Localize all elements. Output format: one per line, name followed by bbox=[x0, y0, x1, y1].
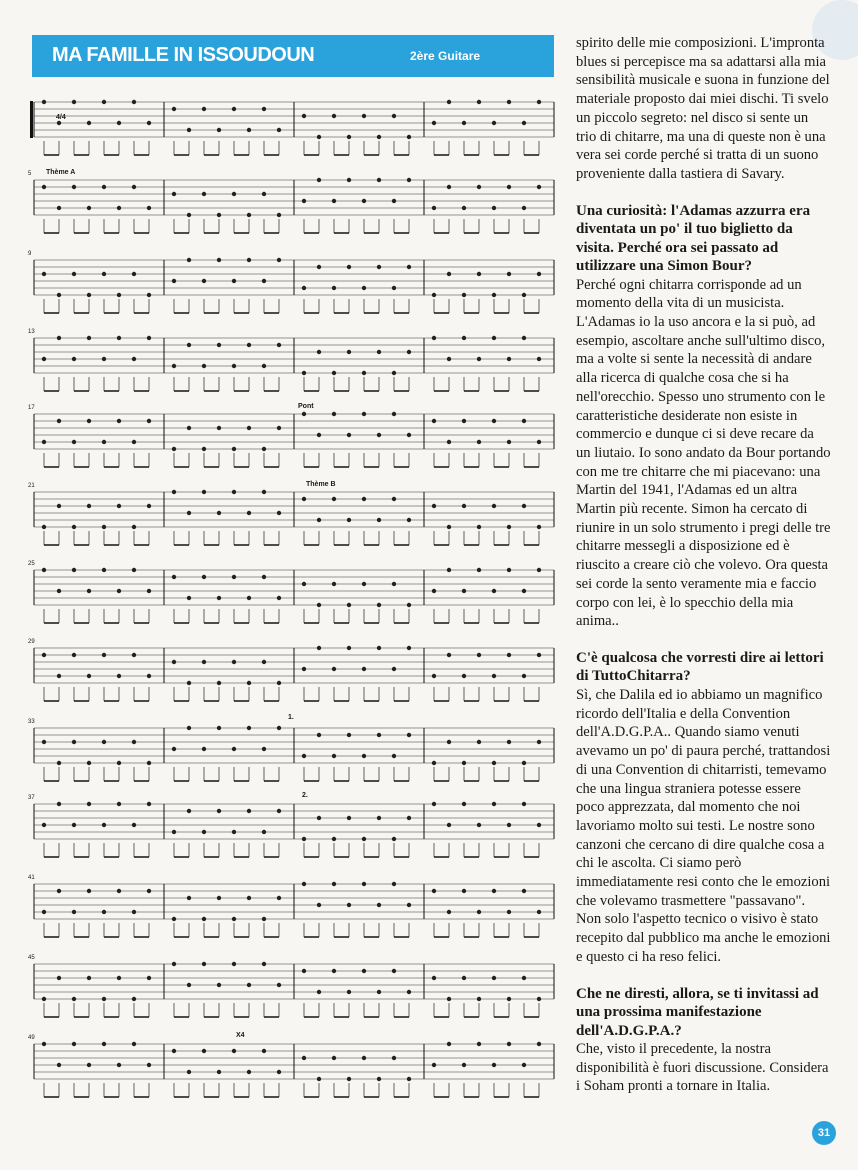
question-2: C'è qualcosa che vorresti dire ai lettori di TuttoChitarra? bbox=[576, 649, 824, 685]
tab-system bbox=[28, 96, 558, 174]
repeat-label: X4 bbox=[236, 1032, 245, 1039]
intro-paragraph: spirito delle mie composizioni. L'impronta blues si percepisce ma sa adattarsi alla mia sensibilità musicale e suona in funzione del materiale proposto dai miei dischi. Ti svelo un piccolo segreto: nel disco si sente un trio di chitarre, ma una di queste non è una vera sei corde perché si tratta di un suono proveniente dalla tastiera di Savary. bbox=[576, 35, 830, 182]
measure-number: 45 bbox=[28, 955, 35, 961]
tab-system bbox=[28, 719, 558, 800]
measure-number: 17 bbox=[28, 405, 35, 411]
tab-system bbox=[28, 955, 558, 1036]
tab-system bbox=[28, 795, 558, 876]
tab-system bbox=[28, 561, 558, 642]
answer-3: Che, visto il precedente, la nostra disponibilità è fuori discussione. Considera i Soham pronti a tornare in Italia. bbox=[576, 1041, 829, 1095]
page-title: MA FAMILLE IN ISSOUDOUN bbox=[52, 44, 315, 66]
measure-number: 13 bbox=[28, 329, 35, 335]
tab-system bbox=[28, 639, 558, 720]
measure-number: 41 bbox=[28, 875, 35, 881]
time-signature: 4/4 bbox=[56, 114, 66, 121]
tab-system bbox=[28, 251, 558, 332]
tab-system bbox=[28, 329, 558, 410]
measure-number: 29 bbox=[28, 639, 35, 645]
measure-number: 37 bbox=[28, 795, 35, 801]
answer-2: Sì, che Dalila ed io abbiamo un magnifico ricordo dell'Italia e della Convention dell'A.D.G.P.A.. Quando siamo venuti avevamo un po' di paura perché, trattandosi di una Convention di chitarristi, temevamo che una lingua straniera potesse essere poco apprezzata, dal momento che noi lavoriamo molto sui testi. Le nostre sono canzoni che cercano di dire qualche cosa a chi le ascolta. Ci siamo però immediatamente resi conto che le emozioni che volevamo trasmettere "passavano". Non solo l'aspetto tecnico o visivo è stato recepito dal pubblico ma anche le emozioni e questo ci ha reso felici. bbox=[576, 686, 831, 965]
answer-1: Perché ogni chitarra corrisponde ad un momento della vita di un musicista. L'Adamas io la uso ancora e la si può, ad esempio, ascoltare anche sull'ultimo disco, ma a volte si sente la necessità di andare alla ricerca di qualche cosa che si ha nell'orecchio. Spesso uno strumento con le caratteristiche desiderate non esiste in commercio e dunque ci si deve recare da un liutaio. Io sono andato da Bour portando con me tre chitarre che mi piacevano: una Martin del 1941, l'Adamas ed un altra Martin più recente. Simon ha cercato di riunire in un solo strumento i pregi delle tre chitarre messegli a disposizione ed è riuscito a creare ciò che volevo. Ora questa sei corde la sento veramente mia e faccio corpo con lei, è lo specchio della mia anima.. bbox=[576, 276, 831, 630]
measure-number: 33 bbox=[28, 719, 35, 725]
article-text bbox=[576, 34, 832, 1096]
measure-number: 9 bbox=[28, 251, 32, 257]
ending-2-label: 2. bbox=[302, 792, 308, 799]
measure-number: 25 bbox=[28, 561, 35, 567]
tablature bbox=[28, 82, 558, 1112]
article-header bbox=[32, 35, 554, 77]
page-number: 31 bbox=[812, 1121, 836, 1145]
measure-number: 5 bbox=[28, 171, 32, 177]
section-label-a: Thème A bbox=[46, 169, 76, 176]
question-3: Che ne diresti, allora, se ti invitassi ad una prossima manifestazione dell'A.D.G.P.A.? bbox=[576, 985, 819, 1039]
part-label: 2ère Guitare bbox=[410, 49, 481, 63]
section-label-b: Thème B bbox=[306, 481, 336, 488]
ending-1-label: 1. bbox=[288, 714, 294, 721]
question-1: Una curiosità: l'Adamas azzurra era diventata un po' il tuo biglietto da visita. Perché ora sei passato ad utilizzare una Simon Bour? bbox=[576, 202, 811, 275]
measure-number: 21 bbox=[28, 483, 35, 489]
tab-system bbox=[28, 875, 558, 956]
measure-number: 49 bbox=[28, 1035, 35, 1041]
section-label-pont: Pont bbox=[298, 403, 314, 410]
